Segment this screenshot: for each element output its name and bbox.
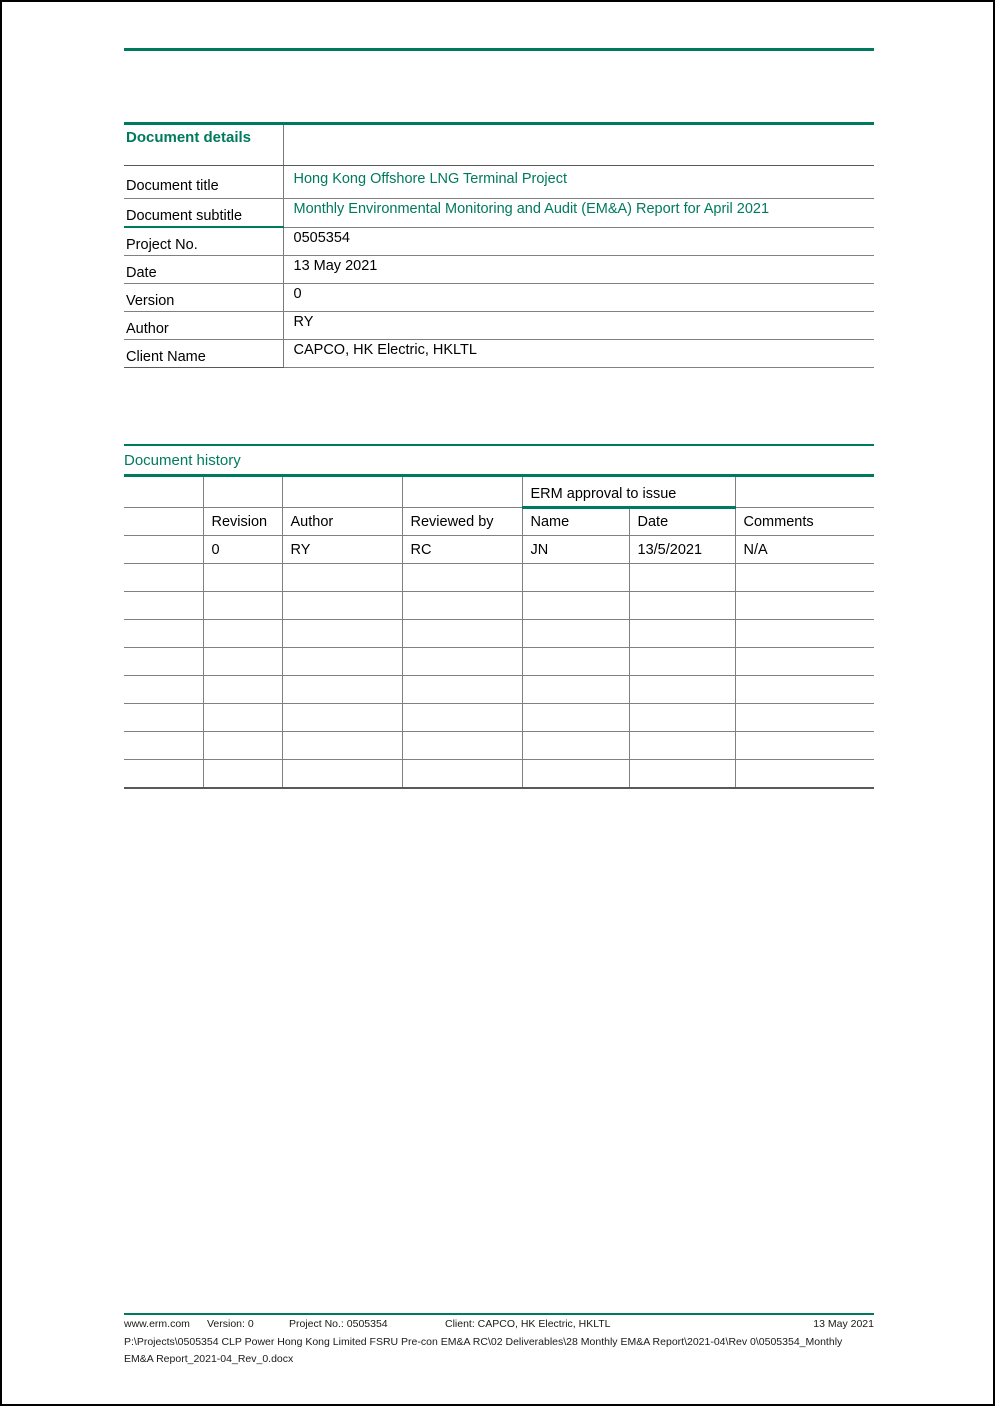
history-empty-cell — [124, 676, 203, 704]
history-empty-cell — [124, 476, 203, 508]
details-value: Hong Kong Offshore LNG Terminal Project — [283, 166, 874, 199]
footer-date: 13 May 2021 — [813, 1318, 874, 1330]
details-label: Project No. — [124, 227, 283, 256]
history-empty-cell — [124, 592, 203, 620]
footer-project-no: Project No.: 0505354 — [289, 1318, 388, 1330]
page-footer — [124, 1313, 874, 1367]
history-empty-cell — [735, 592, 874, 620]
history-empty-cell — [203, 620, 282, 648]
footer-website: www.erm.com — [124, 1318, 190, 1330]
history-empty-cell — [203, 704, 282, 732]
history-empty-cell — [629, 732, 735, 760]
history-cell: 13/5/2021 — [629, 536, 735, 564]
history-empty-row — [124, 592, 874, 620]
history-empty-cell — [282, 676, 402, 704]
document-history-table — [124, 474, 874, 789]
history-empty-cell — [203, 476, 282, 508]
history-empty-cell — [402, 676, 522, 704]
details-label: Date — [124, 256, 283, 284]
history-empty-cell — [522, 676, 629, 704]
history-empty-cell — [402, 760, 522, 788]
history-empty-cell — [124, 564, 203, 592]
history-empty-cell — [282, 732, 402, 760]
history-empty-cell — [735, 476, 874, 508]
details-value: 0 — [283, 284, 874, 312]
history-empty-cell — [282, 648, 402, 676]
history-empty-cell — [282, 476, 402, 508]
details-label: Client Name — [124, 340, 283, 368]
details-value: Monthly Environmental Monitoring and Audit (EM&A) Report for April 2021 — [283, 199, 874, 228]
history-empty-cell — [203, 732, 282, 760]
history-empty-cell — [735, 732, 874, 760]
details-row — [124, 284, 874, 312]
history-empty-cell — [203, 648, 282, 676]
details-row — [124, 199, 874, 228]
history-empty-cell — [203, 676, 282, 704]
history-empty-cell — [124, 760, 203, 788]
history-empty-cell — [402, 592, 522, 620]
erm-approval-header: ERM approval to issue — [522, 476, 735, 508]
history-column-header: Date — [629, 508, 735, 536]
details-row — [124, 227, 874, 256]
history-cell: JN — [522, 536, 629, 564]
history-empty-cell — [522, 732, 629, 760]
history-empty-cell — [402, 564, 522, 592]
document-details-section — [124, 122, 874, 368]
history-empty-cell — [124, 732, 203, 760]
footer-info-line — [124, 1318, 874, 1332]
history-column-header: Reviewed by — [402, 508, 522, 536]
details-value: RY — [283, 312, 874, 340]
details-label: Version — [124, 284, 283, 312]
document-history-section — [124, 444, 874, 789]
history-empty-cell — [522, 564, 629, 592]
history-empty-cell — [282, 620, 402, 648]
history-empty-row — [124, 676, 874, 704]
details-value: 0505354 — [283, 227, 874, 256]
history-empty-cell — [735, 676, 874, 704]
history-empty-cell — [522, 648, 629, 676]
history-empty-cell — [735, 760, 874, 788]
history-empty-cell — [124, 536, 203, 564]
history-empty-cell — [629, 704, 735, 732]
history-empty-cell — [522, 704, 629, 732]
history-empty-row — [124, 704, 874, 732]
history-empty-cell — [124, 620, 203, 648]
history-empty-cell — [629, 620, 735, 648]
history-empty-cell — [629, 676, 735, 704]
history-empty-cell — [629, 564, 735, 592]
footer-version: Version: 0 — [207, 1318, 254, 1330]
history-cell: RC — [402, 536, 522, 564]
history-empty-cell — [735, 564, 874, 592]
history-cell: 0 — [203, 536, 282, 564]
history-empty-cell — [282, 592, 402, 620]
history-column-header: Author — [282, 508, 402, 536]
history-empty-cell — [402, 732, 522, 760]
history-column-header: Comments — [735, 508, 874, 536]
history-empty-row — [124, 564, 874, 592]
details-heading-row — [124, 124, 874, 166]
history-empty-cell — [522, 620, 629, 648]
history-cell: N/A — [735, 536, 874, 564]
history-heading: Document history — [124, 452, 241, 469]
history-empty-cell — [282, 704, 402, 732]
details-value: CAPCO, HK Electric, HKLTL — [283, 340, 874, 368]
history-empty-cell — [522, 760, 629, 788]
history-empty-cell — [402, 476, 522, 508]
history-data-row — [124, 536, 874, 564]
history-empty-cell — [629, 648, 735, 676]
details-row — [124, 312, 874, 340]
history-cell: RY — [282, 536, 402, 564]
history-empty-cell — [629, 760, 735, 788]
history-empty-cell — [282, 564, 402, 592]
history-empty-cell — [735, 620, 874, 648]
details-heading: Document details — [124, 124, 283, 166]
history-empty-cell — [629, 592, 735, 620]
history-empty-cell — [735, 648, 874, 676]
history-approval-row — [124, 476, 874, 508]
details-row — [124, 256, 874, 284]
footer-file-path: P:\Projects\0505354 CLP Power Hong Kong Limited FSRU Pre-con EM&A RC\02 Deliverables\28 Monthly EM&A Report\2021-04\Rev 0\0505354_Monthly EM&A Report_2021-04_Rev_0.docx — [124, 1336, 843, 1365]
history-empty-cell — [124, 648, 203, 676]
details-label: Document title — [124, 166, 283, 199]
history-empty-row — [124, 620, 874, 648]
details-row — [124, 166, 874, 199]
history-empty-cell — [735, 704, 874, 732]
history-empty-cell — [402, 704, 522, 732]
document-details-table — [124, 122, 874, 368]
history-columns-row — [124, 508, 874, 536]
details-heading-spacer — [283, 124, 874, 166]
history-empty-cell — [124, 508, 203, 536]
history-column-header: Revision — [203, 508, 282, 536]
history-empty-cell — [203, 592, 282, 620]
history-empty-cell — [203, 564, 282, 592]
history-empty-cell — [282, 760, 402, 788]
history-empty-row — [124, 760, 874, 788]
history-empty-cell — [402, 648, 522, 676]
details-label: Document subtitle — [124, 199, 283, 228]
history-empty-cell — [124, 704, 203, 732]
details-value: 13 May 2021 — [283, 256, 874, 284]
history-section-rule — [124, 444, 874, 446]
footer-client: Client: CAPCO, HK Electric, HKLTL — [445, 1318, 611, 1330]
details-label: Author — [124, 312, 283, 340]
history-column-header: Name — [522, 508, 629, 536]
history-empty-row — [124, 648, 874, 676]
footer-rule — [124, 1313, 874, 1315]
history-empty-cell — [402, 620, 522, 648]
history-empty-cell — [203, 760, 282, 788]
history-empty-cell — [522, 592, 629, 620]
details-row — [124, 340, 874, 368]
page-top-rule — [124, 48, 874, 51]
history-empty-row — [124, 732, 874, 760]
